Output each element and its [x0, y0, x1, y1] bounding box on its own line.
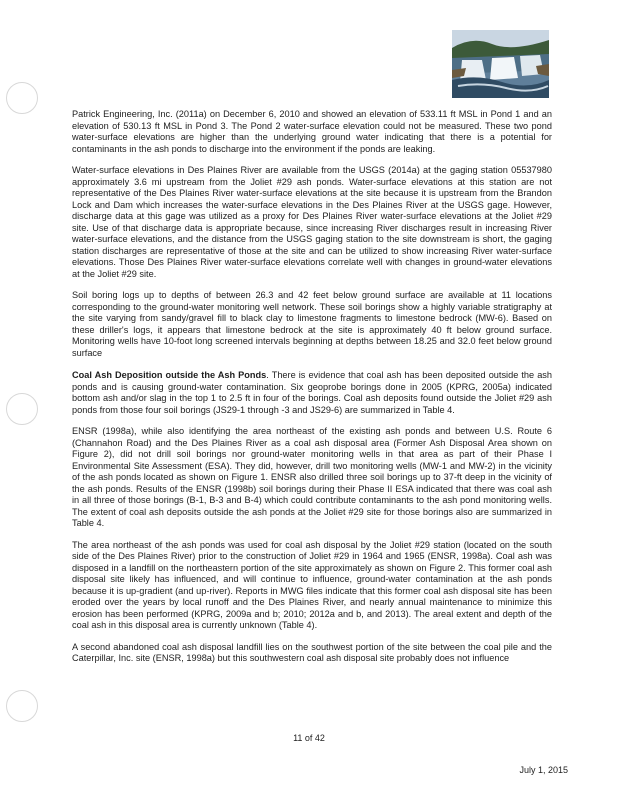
punch-hole: [6, 393, 38, 425]
body-paragraph: The area northeast of the ash ponds was used for coal ash disposal by the Joliet #29 station (located on the south side of the Des Plaines River) prior to the construction of Joliet #29 in 1964 and 1965 (ENSR, 1998a). Coal ash was disposed in a landfill on the northeastern portion of the site approximately as shown on Figure 2. This former coal ash disposal site likely has influenced, and will continue to influence, ground-water contamination at the ash ponds because it is up-gradient (and up-river). Reports in MWG files indicate that this former coal ash disposal site has been eroded over the years by local runoff and the Des Plaines River, and nearly annual maintenance to minimize this erosion has been performed (KPRG, 2009a and b; 2010; 2012a and b, and 2013). The areal extent and depth of the coal ash in this disposal area is currently unknown (Table 4).: [72, 539, 552, 630]
document-body: [72, 109, 552, 675]
punch-hole: [6, 690, 38, 722]
body-paragraph: Soil boring logs up to depths of between 26.3 and 42 feet below ground surface are available at 11 locations corresponding to the ground-water monitoring well network. These soil borings show a highly variable stratigraphy at the site varying from sandy/gravel fill to black clay to limestone fragments to limestone bedrock (MW-6). Based on these driller's logs, it appears that limestone bedrock at the site is approximately 40 ft below ground surface. Monitoring wells have 10-foot long screened intervals beginning at depths between 18.25 and 32.0 feet below ground surface: [72, 290, 552, 358]
body-paragraph: Patrick Engineering, Inc. (2011a) on December 6, 2010 and showed an elevation of 533.11 ft MSL in Pond 1 and an elevation of 530.13 ft MSL in Pond 3. The Pond 2 water-surface elevation could not be measured. These two pond water-surface elevations are higher than the underlying ground water indicating that there is a potential for contaminants in the ash ponds to discharge into the environment if the ponds are leaking.: [72, 109, 552, 154]
document-date: July 1, 2015: [519, 765, 568, 775]
punch-hole: [6, 82, 38, 114]
section-text: . There is evidence that coal ash has been deposited outside the ash ponds and is causing ground-water contamination. Six geoprobe borings done in 2005 (KPRG, 2005a) indicated bottom ash and/or slag in the top 1 to 2.5 ft in four of the borings. Coal ash deposits found outside the Joliet #29 ash ponds from those four soil borings (JS29-1 through -3 and JS29-6) are summarized in Table 4.: [72, 370, 553, 415]
section-paragraph: [72, 370, 552, 416]
page-number: 11 of 42: [293, 733, 325, 743]
body-paragraph: ENSR (1998a), while also identifying the area northeast of the existing ash ponds and between U.S. Route 6 (Channahon Road) and the Des Plaines River as a coal ash disposal area (Former Ash Disposal Area shown on Figure 2), did not drill soil borings nor ground-water monitoring wells in that area as part of their Phase I Environmental Site Assessment (ESA). They did, however, drill two monitoring wells (MW-1 and MW-2) in the vicinity of the ash ponds located as shown on Figure 1. ENSR also drilled three soil borings up to 37-ft deep in the vicinity of the ash ponds. Results of the ENSR (1998b) soil borings during their Phase II ESA indicated that there was coal ash in all three of those borings (B-1, B-3 and B-4) which could contribute contaminants to the ash pond monitoring wells. The extent of coal ash deposits outside the ash ponds at the Joliet #29 site for those borings also are summarized in Table 4.: [72, 426, 552, 528]
waterfall-logo-image: [452, 30, 549, 98]
body-paragraph: A second abandoned coal ash disposal landfill lies on the southwest portion of the site between the coal pile and the Caterpillar, Inc. site (ENSR, 1998a) but this southwestern coal ash disposal site probably does not influence: [72, 641, 552, 663]
section-heading: Coal Ash Deposition outside the Ash Ponds: [72, 370, 267, 380]
body-paragraph: Water-surface elevations in Des Plaines River are available from the USGS (2014a) at the gaging station 05537980 approximately 3.6 mi upstream from the Joliet #29 ash ponds. Water-surface elevations at this station are not representative of the Des Plaines River water-surface elevations at the site because it is upstream from the Brandon Lock and Dam which increases the water-surface elevations in the Des Plaines River at the USGS gage. However, discharge data at this gage was utilized as a proxy for Des Plaines River water-surface elevations at the Joliet #29 site. Use of that discharge data is appropriate because, since increasing River discharges result in increasing River water-surface elevations, and the distance from the USGS gaging station to the site downstream is short, the gaging station discharges are representative of those at the site and can be utilized to show increasing River water-surface elevations. Those Des Plaines River water-surface elevations correlate well with changes in ground-water elevations at the Joliet #29 site.: [72, 165, 552, 279]
